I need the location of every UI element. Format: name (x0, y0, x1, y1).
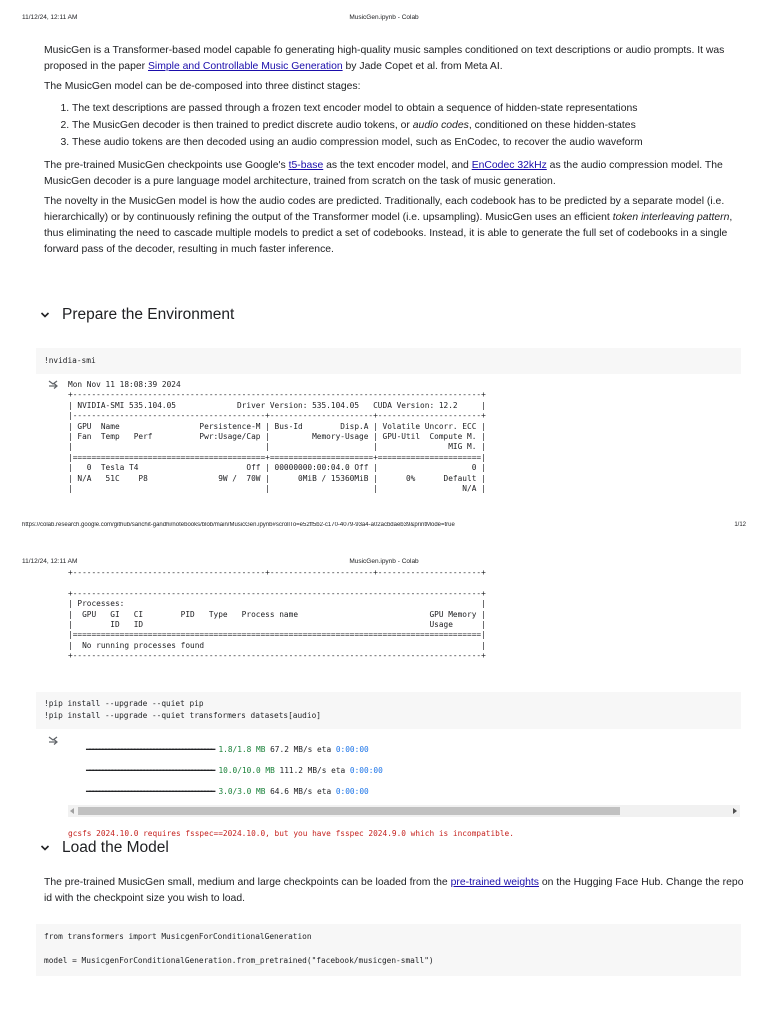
scroll-right-icon[interactable] (733, 808, 737, 814)
print-footer (0, 520, 768, 532)
intro-paragraph-3: The pre-trained MusicGen checkpoints use Google's t5-base as the text encoder model, and EnCodec 32kHz as the audio compression model. The MusicGen decoder is a pure language model architecture, trained from scratch on the task of music generation. (44, 160, 723, 187)
pip-progress-line: ━━━━━━━━━━━━━━━━━━━━━━━━━━━━━━━━━━━━━━━━ 1.8/1.8 MB 67.2 MB/s eta 0:00:00 (86, 745, 369, 755)
chevron-down-icon[interactable] (40, 843, 50, 853)
pip-warning-line: gcsfs 2024.10.0 requires fsspec==2024.10.0, but you have fsspec 2024.9.0 which is incompatible. (68, 828, 514, 838)
intro-paragraph-2: The MusicGen model can be de-composed into three distinct stages: (44, 81, 361, 92)
intro-paragraph-1: MusicGen is a Transformer-based model capable fo generating high-quality music samples conditioned on text descriptions or audio prompts. It was proposed in the paper Simple and Controllable Music Generation by Jade Copet et al. from Meta AI. (44, 45, 725, 72)
nvidia-output-page1: Mon Nov 11 18:08:39 2024 +---------------------------------------------------------------------------------------+ | NVIDIA-SMI 535.104.05 Driver Version: 535.104.05 CUDA Version: 12.2 | |-----------------------------------------+----------------------+----------------------+ | GPU Name Persistence-M | Bus-Id Disp.A | Volatile Uncorr. ECC | | Fan Temp Perf Pwr:Usage/Cap | Memory-Usage | GPU-Util Compute M. | | | | MIG M. | |=========================================+======================+======================| | 0 Tesla T4 Off | 00000000:00:04.0 Off | 0 | | N/A 51C P8 9W / 70W | 0MiB / 15360MiB | 0% Default | | | | N/A | (68, 380, 486, 494)
load-markdown (44, 875, 744, 907)
stage-item: 3. These audio tokens are then decoded using an audio compression model, such as EnCodec, to recover the audio waveform (72, 134, 744, 151)
scroll-left-icon[interactable] (70, 808, 74, 814)
nvidia-output-page2: +-----------------------------------------+----------------------+----------------------+ +---------------------------------------------------------------------------------------+ | Processes: | | GPU GI CI PID Type Process name GPU Memory | | ID ID Usage | |=======================================================================================| | No running processes found | +---------------------------------------------------------------------------------------+ (68, 568, 486, 661)
load-paragraph: The pre-trained MusicGen small, medium and large checkpoints can be loaded from the pre-trained weights on the Hugging Face Hub. Change the repo id with the checkpoint size you wish to load. (44, 877, 744, 904)
print-url: https://colab.research.google.com/github/sanchit-gandhi/notebooks/blob/main/MusicGen.ipynb#scrollTo=e52ff5b2-c170-4079-93a4-a02acbdaeb39&printMode=true (22, 522, 455, 528)
output-arrow-icon[interactable] (46, 379, 60, 391)
print-title: MusicGen.ipynb - Colab (349, 558, 419, 565)
intro-markdown (44, 43, 744, 258)
print-header-2 (0, 554, 768, 568)
print-title: MusicGen.ipynb - Colab (349, 14, 419, 21)
intro-paragraph-4: The novelty in the MusicGen model is how the audio codes are predicted. Traditionally, each codebook has to be predicted by a separate model (i.e. hierarchically) or by continuously refining the output of the Transformer model (i.e. upsampling). MusicGen uses an efficient token interleaving pattern, thus eliminating the need to cascade multiple models to predict a set of codebooks. Instead, it is able to generate the full set of codebooks in a single forward pass of the decoder, resulting in much faster inference. (44, 196, 733, 255)
code-cell-load-model[interactable]: from transformers import MusicgenForConditionalGeneration model = MusicgenForConditionalGeneration.from_pretrained("facebook/musicgen-small") (36, 924, 741, 976)
pip-output (68, 735, 740, 849)
pip-progress-line: ━━━━━━━━━━━━━━━━━━━━━━━━━━━━━━━━━━━━━━━━ 10.0/10.0 MB 111.2 MB/s eta 0:00:00 (86, 766, 383, 776)
print-date: 11/12/24, 12:11 AM (22, 558, 78, 565)
section-load-model[interactable] (40, 839, 169, 857)
code-cell-nvidia-smi[interactable]: !nvidia-smi (36, 348, 741, 374)
section-prepare-environment[interactable] (40, 306, 234, 324)
pip-progress-line: ━━━━━━━━━━━━━━━━━━━━━━━━━━━━━━━━━━━━━━━━ 3.0/3.0 MB 64.6 MB/s eta 0:00:00 (86, 787, 369, 797)
print-page-number: 1/12 (734, 522, 746, 528)
code-cell-pip-install[interactable]: !pip install --upgrade --quiet pip !pip install --upgrade --quiet transformers datasets[audio] (36, 692, 741, 729)
print-date: 11/12/24, 12:11 AM (22, 14, 78, 21)
stage-item: 1. The text descriptions are passed through a frozen text encoder model to obtain a sequence of hidden-state representations (72, 100, 744, 117)
output-arrow-icon[interactable] (46, 735, 60, 747)
output-horizontal-scrollbar[interactable] (68, 805, 740, 817)
print-header-1 (0, 10, 768, 24)
section-title: Prepare the Environment (62, 306, 235, 323)
stage-item: 2. The MusicGen decoder is then trained to predict discrete audio tokens, or audio codes, conditioned on these hidden-states (72, 117, 744, 134)
t5-base-link[interactable]: t5-base (288, 160, 324, 171)
encodec-link[interactable]: EnCodec 32kHz (471, 160, 547, 171)
paper-link[interactable]: Simple and Controllable Music Generation (147, 61, 343, 72)
scrollbar-thumb[interactable] (78, 807, 620, 815)
pretrained-weights-link[interactable]: pre-trained weights (450, 877, 539, 888)
stages-list (44, 100, 744, 151)
chevron-down-icon[interactable] (40, 310, 50, 320)
section-title: Load the Model (62, 839, 169, 856)
